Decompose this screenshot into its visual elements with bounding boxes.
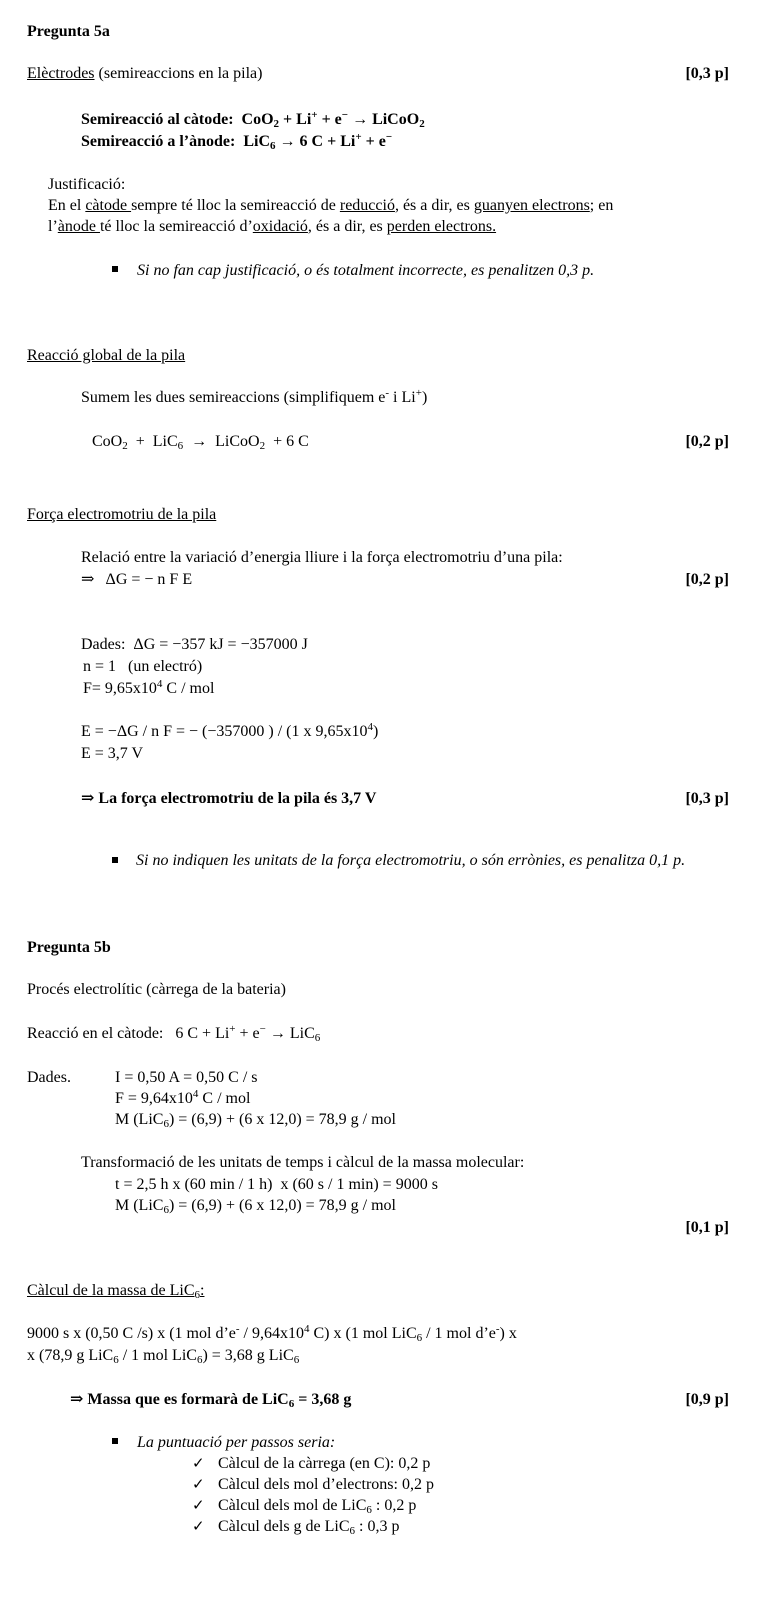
justification-line-2: l’ànode té lloc la semireacció d’oxidació, és a dir, es perden electrons. xyxy=(48,218,497,235)
electrodes-title: Elèctrodes xyxy=(27,65,95,82)
transform-points: [0,1 p] xyxy=(685,1219,729,1236)
time-calculation: t = 2,5 h x (60 min / 1 h) x (60 s / 1 min) = 9000 s xyxy=(115,1176,438,1193)
gibbs-formula: ⇒ ΔG = − n F E xyxy=(81,571,193,588)
data-current: I = 0,50 A = 0,50 C / s xyxy=(115,1069,258,1086)
anode-half-reaction xyxy=(81,132,392,151)
energy-relation-text: Relació entre la variació d’energia lliure i la força electromotriu d’una pila: xyxy=(81,549,563,566)
electrodes-heading xyxy=(27,64,262,83)
fem-result: ⇒ La força electromotriu de la pila és 3,7 V xyxy=(81,790,377,807)
question-5a-title: Pregunta 5a xyxy=(27,23,110,40)
cathode-label: Semireacció al càtode: xyxy=(81,111,234,128)
bullet-icon xyxy=(112,266,118,272)
bullet-icon xyxy=(112,1438,118,1444)
global-equation: CoO$_2$ + LiC$_6$ → LiCoO$_2$ + 6 C xyxy=(92,433,309,452)
cathode-half-reaction xyxy=(81,110,425,129)
data-molar-mass: M (LiC$_6$) = (6,9) + (6 x 12,0) = 78,9 g / mol xyxy=(115,1111,396,1130)
check-icon: ✓ xyxy=(192,1517,205,1535)
fem-data-line-3: $F= 9,65x10^4$ C / mol xyxy=(83,678,215,697)
electrodes-subtitle: (semireaccions en la pila) xyxy=(94,65,263,82)
sum-instruction: Sumem les dues semireaccions (simplifiquem e- i Li+) xyxy=(81,387,428,406)
fem-data-line-2: n = 1 (un electró) xyxy=(83,658,203,675)
electrolytic-process: Procés electrolític (càrrega de la bateria) xyxy=(27,981,286,998)
mass-calculation-line-2: x (78,9 g LiC$_6$ / 1 mol LiC$_6$) = 3,68 g LiC$_6$ xyxy=(27,1347,300,1366)
cathode-equation: CoO$_2$ + Li+ + e− → LiCoO$_2$ xyxy=(241,109,425,130)
scoring-step: Càlcul dels g de LiC$_6$ : 0,3 p xyxy=(218,1518,400,1537)
fem-data-line-1: Dades: ΔG = −357 kJ = −357000 J xyxy=(81,636,308,653)
fem-calculation-1: E = −ΔG / n F = − (−357000 ) / (1 x $9,65x10^4$) xyxy=(81,721,379,740)
scoring-step: Càlcul de la càrrega (en C): 0,2 p xyxy=(218,1455,431,1472)
gibbs-formula-points: [0,2 p] xyxy=(685,571,729,588)
mass-calculation-title: Càlcul de la massa de LiC$_6$: xyxy=(27,1282,205,1301)
global-reaction-title: Reacció global de la pila xyxy=(27,347,186,364)
anode-label: Semireacció a l’ànode: xyxy=(81,133,236,150)
data-faraday: $F = 9,64x10^4$ C / mol xyxy=(115,1088,251,1107)
transform-text: Transformació de les unitats de temps i càlcul de la massa molecular: xyxy=(81,1154,525,1171)
electrodes-points: [0,3 p] xyxy=(685,65,729,82)
justification-line-1: En el càtode sempre té lloc la semireacció de reducció, és a dir, es guanyen electrons; en xyxy=(48,197,614,214)
justification-title: Justificació: xyxy=(48,176,126,193)
mass-calculation-line-1: 9000 s x (0,50 C /s) x (1 mol d’e- / $9,64x10^4$ C) x (1 mol LiC$_6$ / 1 mol d’e-) x xyxy=(27,1323,517,1344)
bullet-icon xyxy=(112,857,118,863)
penalty-note-units: Si no indiquen les unitats de la força electromotriu, o són errònies, es penalitza 0,1 p. xyxy=(136,852,686,869)
scoring-step: Càlcul dels mol de LiC$_6$ : 0,2 p xyxy=(218,1497,417,1516)
fem-title: Força electromotriu de la pila xyxy=(27,506,217,523)
check-icon: ✓ xyxy=(192,1475,205,1493)
question-5b-title: Pregunta 5b xyxy=(27,939,111,956)
scoring-title: La puntuació per passos seria: xyxy=(137,1434,336,1451)
fem-result-points: [0,3 p] xyxy=(685,790,729,807)
mass-result: ⇒ Massa que es formarà de LiC$_6$ = 3,68 g xyxy=(70,1391,352,1410)
anode-equation: LiC$_6$ → 6 C + Li+ + e− xyxy=(243,131,393,152)
check-icon: ✓ xyxy=(192,1454,205,1472)
fem-calculation-2: E = 3,7 V xyxy=(81,745,144,762)
data-label-5b: Dades. xyxy=(27,1069,71,1086)
mass-result-points: [0,9 p] xyxy=(685,1391,729,1408)
scoring-step: Càlcul dels mol d’electrons: 0,2 p xyxy=(218,1476,434,1493)
check-icon: ✓ xyxy=(192,1496,205,1514)
molar-mass-calculation: M (LiC$_6$) = (6,9) + (6 x 12,0) = 78,9 g / mol xyxy=(115,1197,396,1216)
penalty-note-justification: Si no fan cap justificació, o és totalment incorrecte, es penalitzen 0,3 p. xyxy=(137,262,595,279)
global-equation-points: [0,2 p] xyxy=(685,433,729,450)
cathode-reaction-5b: Reacció en el càtode: 6 C + Li+ + e− → LiC$_6$ xyxy=(27,1023,321,1044)
